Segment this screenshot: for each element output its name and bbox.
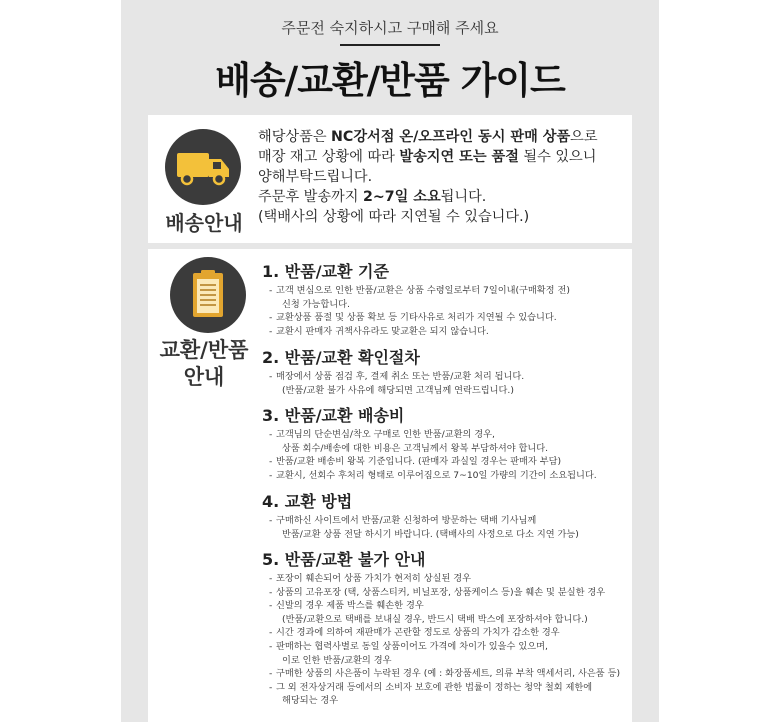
section-exchange-method [262,489,632,541]
list-item: - 구매하신 사이트에서 반품/교환 신청하여 방문하는 택배 기사님께 [276,514,632,528]
list-item: - 교환상품 품절 및 상품 확보 등 기타사유로 처리가 지연될 수 있습니다. [276,311,632,325]
list-item: - 교환시, 선회수 후처리 형태로 이루어짐으로 7~10일 가량의 기간이 소요됩니다. [276,469,632,483]
shipping-line-4: 주문후 발송까지 2~7일 소요됩니다. [258,189,487,205]
list-item: 이로 인한 반품/교환의 경우 [282,654,392,666]
list-item: 해당되는 경우 [282,695,339,707]
list-item: (반품/교환 불가 사유에 해당되면 고객님께 연락드립니다.) [282,384,514,396]
guide-subtitle: 주문전 숙지하시고 구매해 주세요 [281,19,499,37]
list-item: (반품/교환으로 택배를 보내실 경우, 반드시 택배 박스에 포장하셔야 합니다.) [282,613,588,625]
shipping-line-5: (택배사의 상황에 따라 지연될 수 있습니다.) [258,209,530,225]
list-item: - 고객님의 단순변심/착오 구매로 인한 반품/교환의 경우, [276,428,632,442]
list-item: - 반품/교환 배송비 왕복 기준입니다. (판매자 과실일 경우는 판매자 부담) [276,455,632,469]
section-shipping-fee [262,403,632,482]
shipping-line-2: 매장 재고 상황에 따라 발송지연 또는 품절 될수 있으니 [258,149,597,165]
section-heading: 1. 반품/교환 기준 [262,262,389,281]
list-item: - 신발의 경우 제품 박스를 훼손한 경우 [276,599,632,613]
list-item: 신청 가능합니다. [282,298,350,310]
list-item: 상품 회수/배송에 대한 비용은 고객님께서 왕복 부담하셔야 합니다. [282,442,549,454]
title-divider [340,44,440,46]
list-item: - 상품의 고유포장 (택, 상품스티커, 비닐포장, 상품케이스 등)을 훼손 및 분실한 경우 [276,586,632,600]
shipping-line-1: 해당상품은 NC강서점 온/오프라인 동시 판매 상품으로 [258,129,598,145]
section-heading: 5. 반품/교환 불가 안내 [262,550,426,569]
list-item: - 판매하는 협력사별로 동일 상품이어도 가격에 차이가 있을수 있으며, [276,640,632,654]
list-item: - 매장에서 상품 점검 후, 결제 취소 또는 반품/교환 처리 됩니다. [276,370,632,384]
truck-icon [165,129,241,205]
shipping-label: 배송안내 [165,211,243,235]
section-heading: 4. 교환 방법 [262,492,353,511]
guide-panel [121,0,659,722]
guide-title: 배송/교환/반품 가이드 [215,59,565,102]
clipboard-icon [170,257,246,333]
list-item: 반품/교환 상품 전달 하시기 바랍니다. (택배사의 사정으로 다소 지연 가능) [282,528,579,540]
exchange-info-card [148,249,632,722]
list-item: - 구매한 상품의 사은품이 누락된 경우 (예 : 화장품세트, 의류 부착 액세서리, 사은품 등) [276,667,632,681]
section-confirmation-procedure [262,345,632,397]
section-not-allowed [262,547,632,708]
shipping-line-3: 양해부탁드립니다. [258,169,373,185]
list-item: - 교환시 판매자 귀책사유라도 맞교환은 되지 않습니다. [276,325,632,339]
list-item: - 포장이 훼손되어 상품 가치가 현저히 상실된 경우 [276,572,632,586]
section-heading: 3. 반품/교환 배송비 [262,406,405,425]
shipping-text [258,127,628,227]
shipping-info-card [148,115,632,243]
list-item: - 시간 경과에 의하여 재판매가 곤란할 정도로 상품의 가치가 감소한 경우 [276,626,632,640]
section-return-criteria [262,259,632,338]
list-item: - 그 외 전자상거래 등에서의 소비자 보호에 관한 법률이 정하는 청약 철회 제한에 [276,681,632,695]
exchange-label: 교환/반품 안내 [159,338,249,389]
section-heading: 2. 반품/교환 확인절차 [262,348,420,367]
list-item: - 고객 변심으로 인한 반품/교환은 상품 수령일로부터 7일이내(구매확정 전) [276,284,632,298]
